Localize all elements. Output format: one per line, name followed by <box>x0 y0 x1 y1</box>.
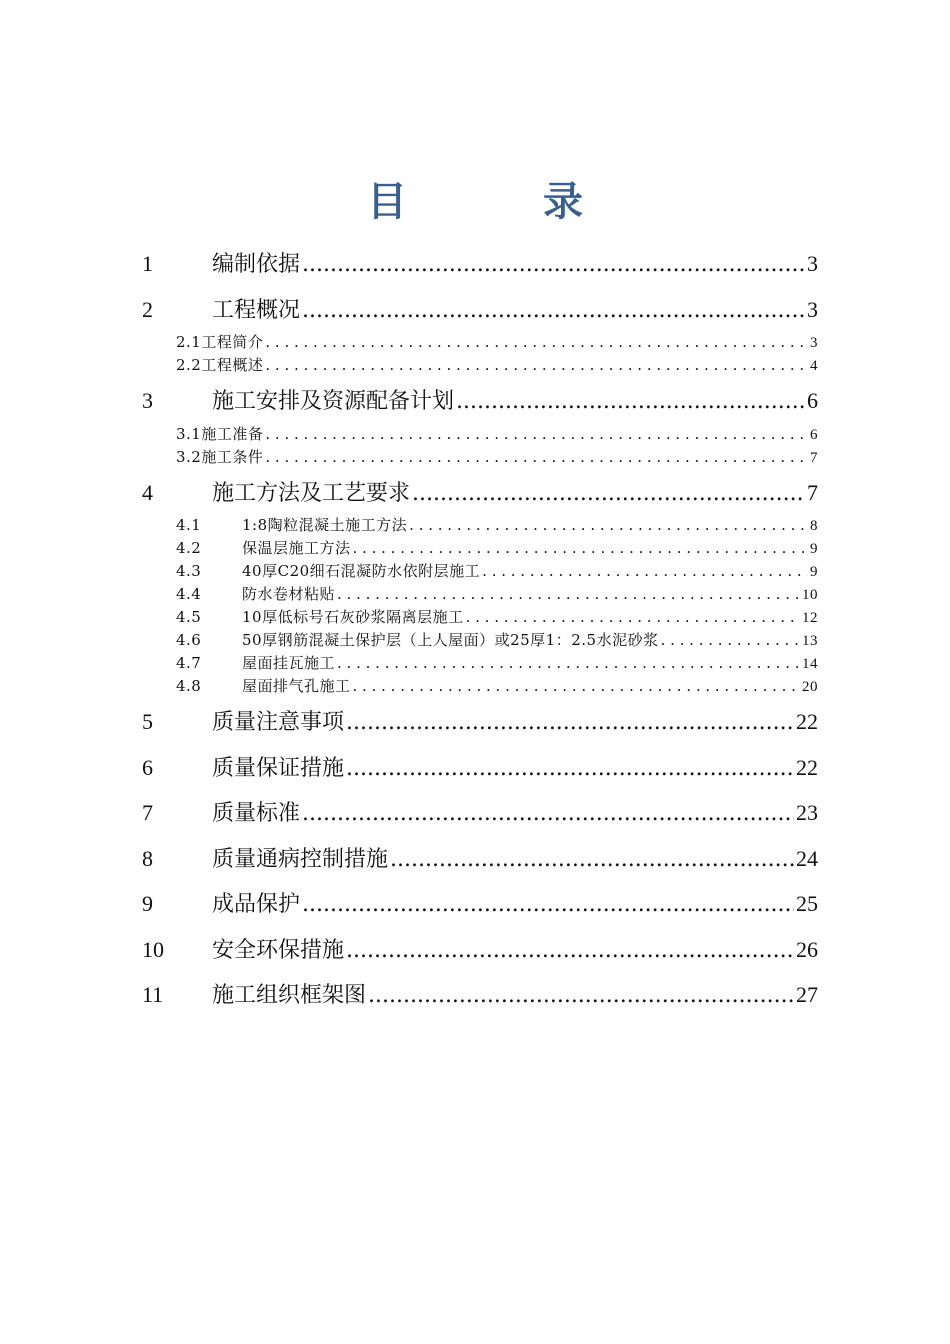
toc-entry-4-4[interactable] <box>142 583 818 606</box>
dot-leader <box>353 537 808 560</box>
toc-entry-label: 工程概况 <box>212 297 301 323</box>
toc-entry-7[interactable] <box>142 789 818 835</box>
toc-entry-page: 22 <box>796 709 818 734</box>
toc-entry-number: 10 <box>142 936 164 962</box>
toc-entry-page: 3 <box>807 251 818 276</box>
toc-entry-page: 26 <box>796 936 818 962</box>
dot-leader <box>265 354 808 377</box>
toc-entry-page: 6 <box>807 388 818 413</box>
toc-entry-label: 施工条件 <box>201 447 264 466</box>
toc-entry-page: 10 <box>802 587 818 603</box>
toc-entry-10[interactable] <box>142 926 818 972</box>
toc-entry-number: 3.2 <box>176 447 202 466</box>
toc-entry-label: 质量通病控制措施 <box>212 846 389 872</box>
dot-leader <box>302 790 794 835</box>
toc-entry-label: 50厚钢筋混凝土保护层（上人屋面）或25厚1：2.5水泥砂浆 <box>242 631 659 649</box>
toc-entry-page: 9 <box>810 541 818 557</box>
toc-entry-number: 4.3 <box>176 562 202 580</box>
toc-entry-number: 4.7 <box>176 654 202 672</box>
toc-entry-page: 24 <box>796 845 818 871</box>
toc-entry-page: 27 <box>796 982 818 1007</box>
dot-leader <box>302 241 805 286</box>
toc-entry-page: 13 <box>802 633 818 649</box>
toc-entry-9[interactable] <box>142 880 818 926</box>
toc-entry-4-5[interactable] <box>142 606 818 629</box>
toc-entry-label: 质量注意事项 <box>212 710 345 735</box>
toc-entry-11[interactable] <box>142 971 818 1017</box>
toc-entry-label: 屋面排气孔施工 <box>242 677 351 695</box>
toc-entry-2[interactable] <box>142 286 818 332</box>
dot-leader <box>482 560 808 583</box>
toc-entry-number: 9 <box>142 891 153 916</box>
toc-entry-number: 2 <box>142 296 153 322</box>
toc-entry-4-3[interactable] <box>142 560 818 583</box>
toc-entry-label: 施工方法及工艺要求 <box>212 480 411 506</box>
toc-entry-4[interactable] <box>142 469 818 515</box>
toc-entry-2-2[interactable] <box>142 354 818 377</box>
toc-entry-label: 施工准备 <box>201 424 264 443</box>
dot-leader <box>661 629 800 652</box>
dot-leader <box>265 446 808 469</box>
toc-entry-label: 安全环保措施 <box>212 937 345 963</box>
toc-entry-number: 4.2 <box>176 539 202 557</box>
toc-entry-label: 质量保证措施 <box>212 755 345 781</box>
toc-entry-number: 11 <box>142 982 164 1007</box>
toc-entry-label: 屋面挂瓦施工 <box>242 654 336 672</box>
toc-entry-page: 22 <box>796 754 818 780</box>
dot-leader <box>302 881 794 926</box>
toc-entry-page: 3 <box>807 296 818 322</box>
toc-entry-number: 4.6 <box>176 631 202 649</box>
toc-entry-8[interactable] <box>142 835 818 881</box>
toc-entry-label: 施工组织框架图 <box>212 983 367 1008</box>
dot-leader <box>346 927 794 972</box>
toc-entry-4-2[interactable] <box>142 537 818 560</box>
toc-entry-label: 防水卷材粘贴 <box>242 585 336 603</box>
dot-leader <box>337 583 800 606</box>
toc-entry-page: 4 <box>810 358 818 374</box>
toc-entry-label: 10厚低标号石灰砂浆隔离层施工 <box>242 608 464 626</box>
toc-entry-4-6[interactable] <box>142 629 818 652</box>
dot-leader <box>368 972 794 1017</box>
toc-entry-number: 6 <box>142 754 153 780</box>
toc-entry-5[interactable] <box>142 698 818 744</box>
toc-entry-number: 4 <box>142 479 153 505</box>
toc-list <box>142 240 818 1017</box>
toc-entry-number: 4.8 <box>176 677 202 695</box>
dot-leader <box>409 514 808 537</box>
toc-entry-number: 7 <box>142 800 153 825</box>
toc-entry-label: 工程概述 <box>201 356 264 374</box>
toc-entry-number: 8 <box>142 845 153 871</box>
dot-leader <box>390 836 794 881</box>
dot-leader <box>302 287 805 332</box>
toc-entry-label: 保温层施工方法 <box>242 539 351 557</box>
toc-entry-number: 3 <box>142 388 153 413</box>
toc-entry-label: 质量标准 <box>212 801 301 826</box>
toc-entry-page: 20 <box>802 679 818 695</box>
toc-entry-number: 4.4 <box>176 585 202 603</box>
toc-entry-page: 8 <box>810 518 818 534</box>
toc-entry-3-1[interactable] <box>142 423 818 446</box>
toc-entry-page: 12 <box>802 610 818 626</box>
toc-entry-number: 1 <box>142 251 153 276</box>
toc-entry-page: 14 <box>802 656 818 672</box>
toc-entry-label: 1:8陶粒混凝土施工方法 <box>242 516 408 534</box>
dot-leader <box>265 423 808 446</box>
toc-entry-page: 25 <box>796 891 818 916</box>
toc-entry-number: 5 <box>142 709 153 734</box>
toc-title: 目 录 <box>367 178 631 225</box>
toc-entry-number: 2.2 <box>176 356 202 374</box>
dot-leader <box>456 378 805 423</box>
toc-entry-number: 4.1 <box>176 516 202 534</box>
toc-entry-1[interactable] <box>142 240 818 286</box>
toc-entry-label: 40厚C20细石混凝防水依附层施工 <box>242 562 481 580</box>
toc-entry-4-8[interactable] <box>142 675 818 698</box>
toc-entry-label: 编制依据 <box>212 252 301 277</box>
dot-leader <box>412 470 805 515</box>
dot-leader <box>346 745 794 790</box>
dot-leader <box>466 606 800 629</box>
toc-entry-label: 成品保护 <box>212 892 301 917</box>
toc-entry-label: 施工安排及资源配备计划 <box>212 389 455 414</box>
toc-entry-6[interactable] <box>142 744 818 790</box>
dot-leader <box>265 331 808 354</box>
toc-entry-label: 工程简介 <box>201 333 264 351</box>
toc-entry-2-1[interactable] <box>142 331 818 354</box>
toc-entry-page: 7 <box>810 449 818 466</box>
dot-leader <box>346 699 794 744</box>
toc-entry-page: 3 <box>810 335 818 351</box>
dot-leader <box>353 675 800 698</box>
toc-entry-number: 2.1 <box>176 333 202 351</box>
toc-entry-3[interactable] <box>142 377 818 423</box>
toc-entry-page: 7 <box>807 479 818 505</box>
toc-entry-number: 3.1 <box>176 424 202 443</box>
toc-entry-page: 9 <box>810 564 818 580</box>
toc-entry-4-7[interactable] <box>142 652 818 675</box>
toc-entry-page: 23 <box>796 800 818 825</box>
dot-leader <box>337 652 800 675</box>
toc-entry-number: 4.5 <box>176 608 202 626</box>
toc-entry-page: 6 <box>810 426 818 443</box>
toc-entry-3-2[interactable] <box>142 446 818 469</box>
toc-entry-4-1[interactable] <box>142 514 818 537</box>
